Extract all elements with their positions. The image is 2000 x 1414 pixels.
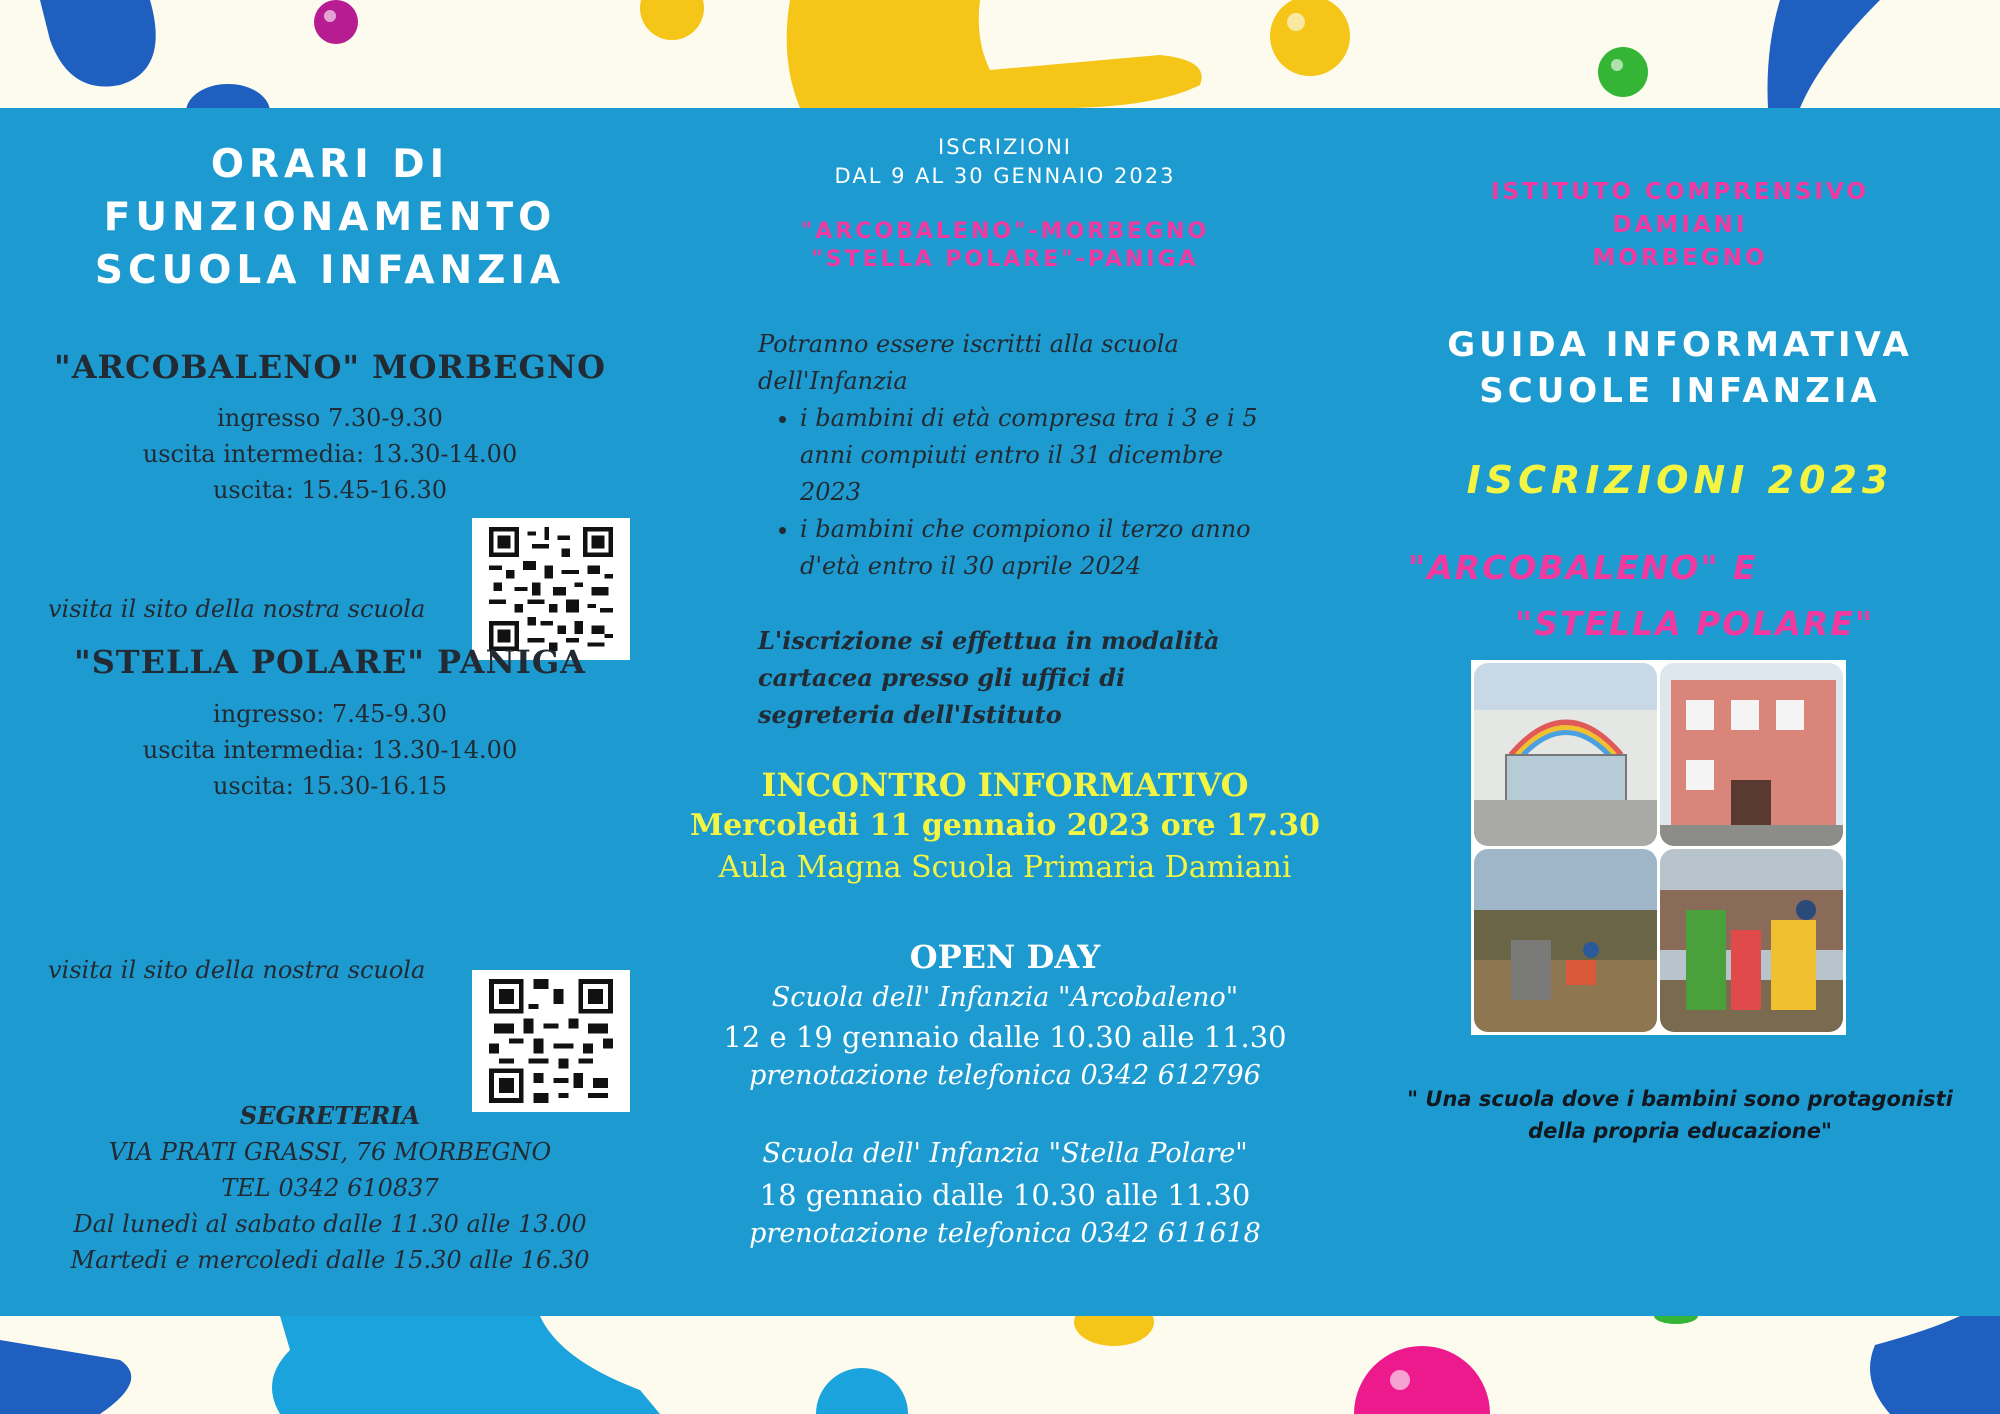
blue-bubble-bottom bbox=[816, 1368, 908, 1414]
institute-line: DAMIANI bbox=[1612, 212, 1748, 238]
open-day-dates1: 12 e 19 gennaio dalle 10.30 alle 11.30 bbox=[723, 1020, 1287, 1054]
hours-title-line-3: SCUOLA INFANZIA bbox=[94, 248, 566, 293]
eligibility-intro: Potranno essere iscritti alla scuola dell'Infanzia bbox=[758, 330, 1179, 395]
segreteria-title: SEGRETERIA bbox=[239, 1101, 421, 1130]
motto-line: della propria educazione" bbox=[1528, 1119, 1832, 1143]
meeting-place: Aula Magna Scuola Primaria Damiani bbox=[718, 850, 1292, 885]
segreteria-address: VIA PRATI GRASSI, 76 MORBEGNO bbox=[108, 1138, 552, 1166]
school2-qr-code[interactable] bbox=[472, 970, 630, 1112]
enrollment-school: "STELLA POLARE"-PANIGA bbox=[811, 247, 1199, 272]
school2-name: "STELLA POLARE" PANIGA bbox=[74, 643, 586, 681]
qr-code-icon bbox=[486, 979, 616, 1103]
eligibility-list bbox=[758, 400, 1278, 585]
school1-visit-text: visita il sito della nostra scuola bbox=[48, 595, 426, 623]
yellow-splash-top bbox=[787, 0, 1202, 108]
school1-hours-line: uscita intermedia: 13.30-14.00 bbox=[142, 440, 518, 468]
enrollment-year: ISCRIZIONI 2023 bbox=[1466, 458, 1894, 502]
motto-line: " Una scuola dove i bambini sono protagonisti bbox=[1407, 1087, 1953, 1111]
open-day-school2: Scuola dell' Infanzia "Stella Polare" bbox=[762, 1138, 1248, 1169]
green-bubble bbox=[1598, 47, 1648, 97]
enrollment-method: L'iscrizione si effettua in modalità cartacea presso gli uffici di segreteria dell'Istituto bbox=[758, 626, 1220, 729]
enrollment-schools bbox=[680, 218, 1330, 274]
enrollment-period bbox=[680, 133, 1330, 191]
segreteria-phone: TEL 0342 610837 bbox=[221, 1174, 439, 1202]
yellow-bubble-top-1 bbox=[640, 0, 704, 40]
institute-line: ISTITUTO COMPRENSIVO bbox=[1491, 179, 1869, 205]
school1-qr-code[interactable] bbox=[472, 518, 630, 660]
hours-title-line-1: ORARI DI bbox=[210, 142, 450, 187]
enrollment-period-line: ISCRIZIONI bbox=[938, 135, 1072, 159]
school2-hours-line: uscita: 15.30-16.15 bbox=[212, 772, 448, 800]
segreteria-hours-line: Dal lunedì al sabato dalle 11.30 alle 13.00 bbox=[73, 1210, 587, 1238]
photo-collage-image bbox=[1471, 660, 1846, 1035]
cover-column bbox=[1360, 108, 2000, 1316]
eligibility-block bbox=[758, 326, 1278, 585]
school2-hours-line: ingresso: 7.45-9.30 bbox=[213, 700, 447, 728]
segreteria-hours-line: Martedi e mercoledi dalle 15.30 alle 16.30 bbox=[70, 1246, 590, 1274]
open-day-phone1: prenotazione telefonica 0342 612796 bbox=[749, 1060, 1261, 1091]
content-panel bbox=[0, 108, 2000, 1316]
guide-title-line: SCUOLE INFANZIA bbox=[1479, 371, 1881, 411]
guide-title bbox=[1360, 322, 2000, 414]
qr-code-icon bbox=[486, 527, 616, 651]
hours-title-line-2: FUNZIONAMENTO bbox=[103, 195, 557, 240]
school-photo-collage bbox=[1471, 660, 1846, 1035]
blue-splash-top-left bbox=[40, 0, 156, 87]
cover-school-line-2: "STELLA POLARE" bbox=[1515, 604, 1875, 643]
school2-visit-text: visita il sito della nostra scuola bbox=[48, 956, 426, 984]
school1-hours bbox=[0, 400, 660, 508]
blue-splash-bottom-left bbox=[0, 1340, 131, 1414]
pink-bubble-bottom bbox=[1354, 1346, 1490, 1414]
blue-splash-top-right bbox=[1768, 0, 1881, 108]
blue-splash-bottom-right bbox=[1870, 1316, 2000, 1414]
school1-hours-line: uscita: 15.45-16.30 bbox=[212, 476, 448, 504]
open-day-phone2: prenotazione telefonica 0342 611618 bbox=[749, 1218, 1261, 1249]
school1-hours-line: ingresso 7.30-9.30 bbox=[217, 404, 443, 432]
guide-title-line: GUIDA INFORMATIVA bbox=[1447, 325, 1913, 365]
enrollment-school: "ARCOBALENO"-MORBEGNO bbox=[800, 219, 1210, 244]
meeting-date: Mercoledi 11 gennaio 2023 ore 17.30 bbox=[689, 808, 1321, 843]
school1-name: "ARCOBALENO" MORBEGNO bbox=[54, 348, 606, 386]
enrollment-period-line: DAL 9 AL 30 GENNAIO 2023 bbox=[834, 164, 1176, 188]
cover-school-line-1: "ARCOBALENO" E bbox=[1408, 548, 1758, 587]
eligibility-item: • i bambini di età compresa tra i 3 e i 5 anni compiuti entro il 31 dicembre 2023 bbox=[800, 400, 1278, 511]
school2-hours-line: uscita intermedia: 13.30-14.00 bbox=[142, 736, 518, 764]
yellow-bubble-top-2 bbox=[1270, 0, 1350, 76]
hours-column bbox=[0, 108, 660, 1316]
meeting-title: INCONTRO INFORMATIVO bbox=[761, 766, 1249, 804]
open-day-title: OPEN DAY bbox=[909, 938, 1101, 976]
institute-name bbox=[1360, 176, 2000, 275]
segreteria-block bbox=[0, 1098, 660, 1278]
open-day-dates2: 18 gennaio dalle 10.30 alle 11.30 bbox=[759, 1178, 1251, 1212]
eligibility-item: • i bambini che compiono il terzo anno d'età entro il 30 aprile 2024 bbox=[800, 511, 1278, 585]
school2-hours bbox=[0, 696, 660, 804]
enrollment-column bbox=[680, 108, 1330, 1316]
institute-line: MORBEGNO bbox=[1592, 245, 1768, 271]
cyan-splash-bottom bbox=[272, 1316, 660, 1414]
motto-quote bbox=[1360, 1083, 2000, 1147]
hours-title bbox=[0, 138, 660, 297]
purple-bubble bbox=[314, 0, 358, 44]
open-day-school1: Scuola dell' Infanzia "Arcobaleno" bbox=[771, 982, 1239, 1013]
